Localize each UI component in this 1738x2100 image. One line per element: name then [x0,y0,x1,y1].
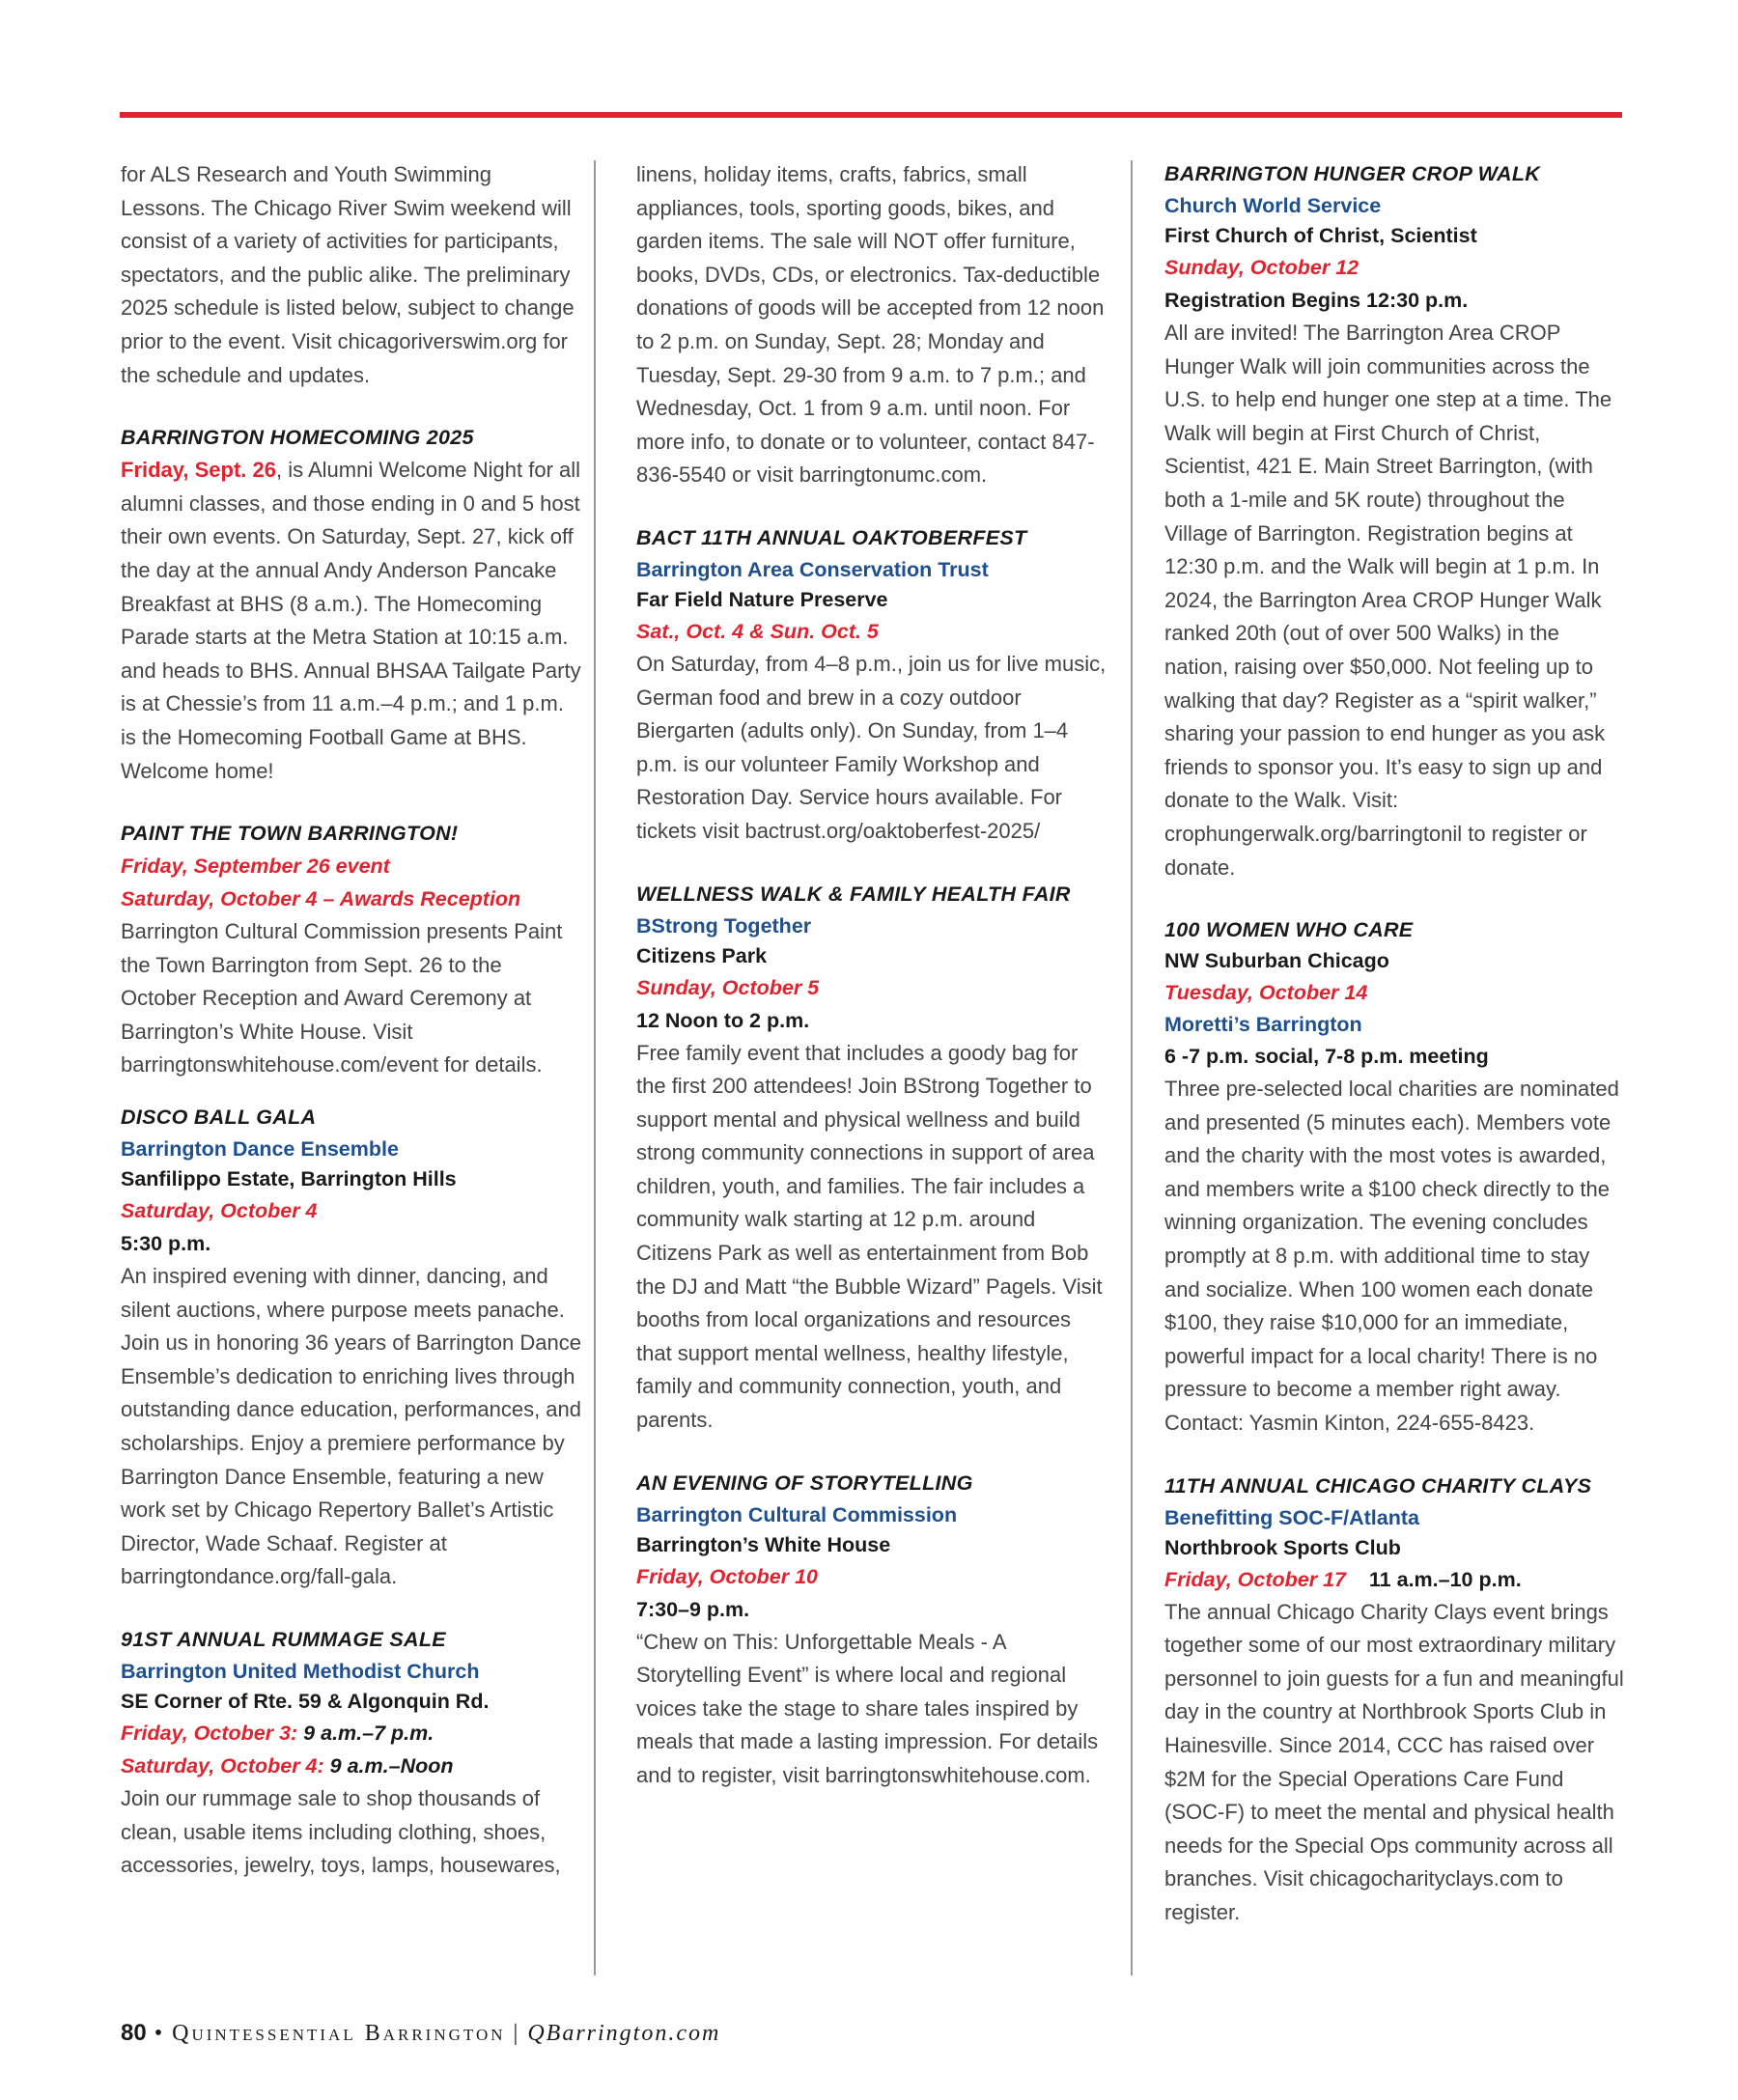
column-1 [121,158,582,1883]
event-rummage-sale [121,1624,582,1883]
event-title: WELLNESS WALK & FAMILY HEALTH FAIR [636,882,1071,906]
event-date: Friday, October 3: [121,1722,298,1745]
footer-bullet: • [154,2021,165,2046]
event-date: Saturday, October 4: [121,1754,324,1778]
event-organization: Barrington Area Conservation Trust [636,557,989,581]
event-date: Friday, September 26 event [121,854,390,879]
event-location: SE Corner of Rte. 59 & Algonquin Rd. [121,1690,490,1713]
event-title: 11TH ANNUAL CHICAGO CHARITY CLAYS [1164,1473,1592,1498]
event-location: NW Suburban Chicago [1164,949,1389,973]
event-body: All are invited! The Barrington Area CROP Hunger Walk will join communities across the U.S. to help end hunger one step at a time. The Walk will begin at First Church of Christ, Scientist, 421 E. Main Street Barrington, (with both a 1-mile and 5K route) throughout the Village of Barrington. Registration begins at 12:30 p.m. and the Walk will begin at 1 p.m. In 2024, the Barrington Area CROP Hunger Walk ranked 20th (out of over 500 Walks) in the nation, raising over $50,000. Not feeling up to walking that day? Register as a “spirit walker,” sharing your passion to end hunger as you ask friends to sponsor you. It’s easy to sign up and donate to the Walk. Visit: crophungerwalk.org/barringtonil to register or donate. [1164,321,1612,880]
event-location: First Church of Christ, Scientist [1164,224,1477,247]
event-organization: Barrington Cultural Commission [636,1502,958,1526]
event-time: 9 a.m.–7 p.m. [297,1722,434,1745]
top-accent-bar [120,112,1622,118]
page-number: 80 [121,2020,147,2046]
event-body: Free family event that includes a goody bag for the first 200 attendees! Join BStrong Together to support mental and physical wellness and build strong community connections in support of area children, youth, and families. The fair includes a community walk starting at 12 p.m. around Citizens Park as well as entertainment from Bob the DJ and Matt “the Bubble Wizard” Pagels. Visit booths from local organizations and resources that support mental wellness, healthy lifestyle, family and community connection, youth, and parents. [636,1040,1103,1433]
event-body [121,454,582,788]
column-divider [1131,160,1133,1975]
article-intro: for ALS Research and Youth Swimming Lessons. The Chicago River Swim weekend will consist of a variety of activities for participants, spectators, and the public alike. The preliminary 2025 schedule is listed below, subject to change prior to the event. Visit chicagoriverswim.org for the schedule and updates. [121,162,575,387]
event-date: Tuesday, October 14 [1164,981,1368,1005]
event-time: 11 a.m.–10 p.m. [1368,1567,1522,1591]
event-time: 5:30 p.m. [121,1232,211,1256]
event-date-line [121,1750,582,1782]
event-time: 12 Noon to 2 p.m. [636,1008,810,1032]
event-crop-walk [1164,158,1628,884]
event-location: Far Field Nature Preserve [636,587,888,611]
event-title: BARRINGTON HUNGER CROP WALK [1164,162,1541,185]
event-organization: Barrington United Methodist Church [121,1660,480,1683]
event-title: 91ST ANNUAL RUMMAGE SALE [121,1628,446,1651]
event-body: “Chew on This: Unforgettable Meals - A Storytelling Event” is where local and regional voices take the stage to share tales inspired by meals that made a lasting impression. For details and to register, visit barringtonswhitehouse.com. [636,1629,1099,1787]
event-time: Registration Begins 12:30 p.m. [1164,289,1469,312]
event-100-women [1164,914,1628,1441]
event-time: 6 -7 p.m. social, 7-8 p.m. meeting [1164,1045,1489,1069]
event-organization: Church World Service [1164,194,1382,217]
column-divider [594,160,596,1975]
event-title: AN EVENING OF STORYTELLING [636,1470,973,1495]
event-organization: Barrington Dance Ensemble [121,1137,399,1162]
event-body: On Saturday, from 4–8 p.m., join us for live music, German food and brew in a cozy outdoor Biergarten (adults only). On Sunday, from 1–4 p.m. is our volunteer Family Workshop and Restoration Day. Service hours available. For tickets visit bactrust.org/oaktoberfest-2025/ [636,651,1107,843]
event-body-text: , is Alumni Welcome Night for all alumni classes, and those ending in 0 and 5 host their own events. On Saturday, Sept. 27, kick off the day at the annual Andy Anderson Pancake Breakfast at BHS (8 a.m.). The Homecoming Parade starts at the Metra Station at 10:15 a.m. and heads to BHS. Annual BHSAA Tailgate Party is at Chessie’s from 11 a.m.–4 p.m.; and 1 p.m. is the Homecoming Football Game at BHS. Welcome home! [121,458,581,783]
event-location: Barrington’s White House [636,1532,891,1556]
event-date: Saturday, October 4 [121,1199,318,1223]
event-storytelling [636,1468,1109,1793]
footer-divider: | [513,2021,520,2046]
event-date-line [121,1717,582,1750]
event-date: Sat., Oct. 4 & Sun. Oct. 5 [636,619,879,643]
event-body-continued: linens, holiday items, crafts, fabrics, small appliances, tools, sporting goods, bikes, and garden items. The sale will NOT offer furniture, books, DVDs, CDs, or electronics. Tax-deductible donations of goods will be accepted from 12 noon to 2 p.m. on Sunday, Sept. 28; Monday and Tuesday, Sept. 29-30 from 9 a.m. to 7 p.m.; and Wednesday, Oct. 1 from 9 a.m. until noon. For more info, to donate or to volunteer, contact 847-836-5540 or visit barringtonumc.com. [636,162,1105,488]
event-date-line [1164,1563,1628,1596]
event-location: Citizens Park [636,943,768,967]
column-2 [636,158,1109,1793]
event-disco-ball-gala [121,1102,582,1594]
magazine-name: Quintessential Barrington [172,2021,506,2046]
event-title: 100 WOMEN WHO CARE [1164,918,1414,942]
event-title: BARRINGTON HOMECOMING 2025 [121,426,474,450]
event-title: PAINT THE TOWN BARRINGTON! [121,822,459,846]
event-body: An inspired evening with dinner, dancing, and silent auctions, where purpose meets panache. Join us in honoring 36 years of Barrington Dance Ensemble’s dedication to enriching lives through outstanding dance education, performances, and scholarships. Enjoy a premiere performance by Barrington Dance Ensemble, featuring a new work set by Chicago Repertory Ballet’s Artistic Director, Wade Schaaf. Register at barringtondance.org/fall-gala. [121,1264,581,1589]
event-body: The annual Chicago Charity Clays event brings together some of our most extraordinary military personnel to join guests for a fun and meaningful day in the country at Northbrook Sports Club in Hainesville. Since 2014, CCC has raised over $2M for the Special Operations Care Fund (SOC-F) to meet the mental and physical health needs for the Special Ops community across all branches. Visit chicagocharityclays.com to register. [1164,1599,1624,1924]
event-organization: Benefitting SOC-F/Atlanta [1164,1505,1419,1529]
event-paint-the-town [121,818,582,1082]
event-wellness-walk [636,879,1109,1438]
column-3 [1164,158,1628,1930]
event-date: Friday, October 17 [1164,1567,1346,1591]
event-homecoming [121,422,582,788]
event-date: Friday, October 10 [636,1564,818,1588]
event-title: BACT 11TH ANNUAL OAKTOBERFEST [636,525,1027,549]
event-time: 9 a.m.–Noon [323,1754,454,1778]
event-time: 7:30–9 p.m. [636,1597,750,1621]
event-date: Friday, Sept. 26 [121,458,276,483]
event-charity-clays [1164,1470,1628,1930]
event-body: Three pre-selected local charities are nominated and presented (5 minutes each). Members vote and the charity with the most votes is awarded, and members write a $100 check directly to the winning organization. The evening concludes promptly at 8 p.m. with additional time to stay and socialize. When 100 women each donate $100, they raise $10,000 for an immediate, powerful impact for a local charity! There is no pressure to become a member right away. Contact: Yasmin Kinton, 224-655-8423. [1164,1077,1619,1436]
website-link[interactable]: QBarrington.com [527,2021,721,2046]
event-title: DISCO BALL GALA [121,1106,317,1130]
event-oaktoberfest [636,522,1109,849]
event-date: Saturday, October 4 – Awards Reception [121,887,521,911]
event-location: Sanfilippo Estate, Barrington Hills [121,1167,457,1191]
event-body: Barrington Cultural Commission presents Paint the Town Barrington from Sept. 26 to the October Reception and Award Ceremony at Barrington’s White House. Visit barringtonswhitehouse.com/event for details. [121,919,563,1078]
event-date: Sunday, October 12 [1164,256,1360,279]
event-venue: Moretti’s Barrington [1164,1013,1362,1037]
event-body: Join our rummage sale to shop thousands of clean, usable items including clothing, shoes, accessories, jewelry, toys, lamps, housewares, [121,1786,561,1878]
event-organization: BStrong Together [636,913,812,938]
page-footer [121,2020,720,2047]
event-date: Sunday, October 5 [636,975,820,999]
event-location: Northbrook Sports Club [1164,1535,1401,1559]
